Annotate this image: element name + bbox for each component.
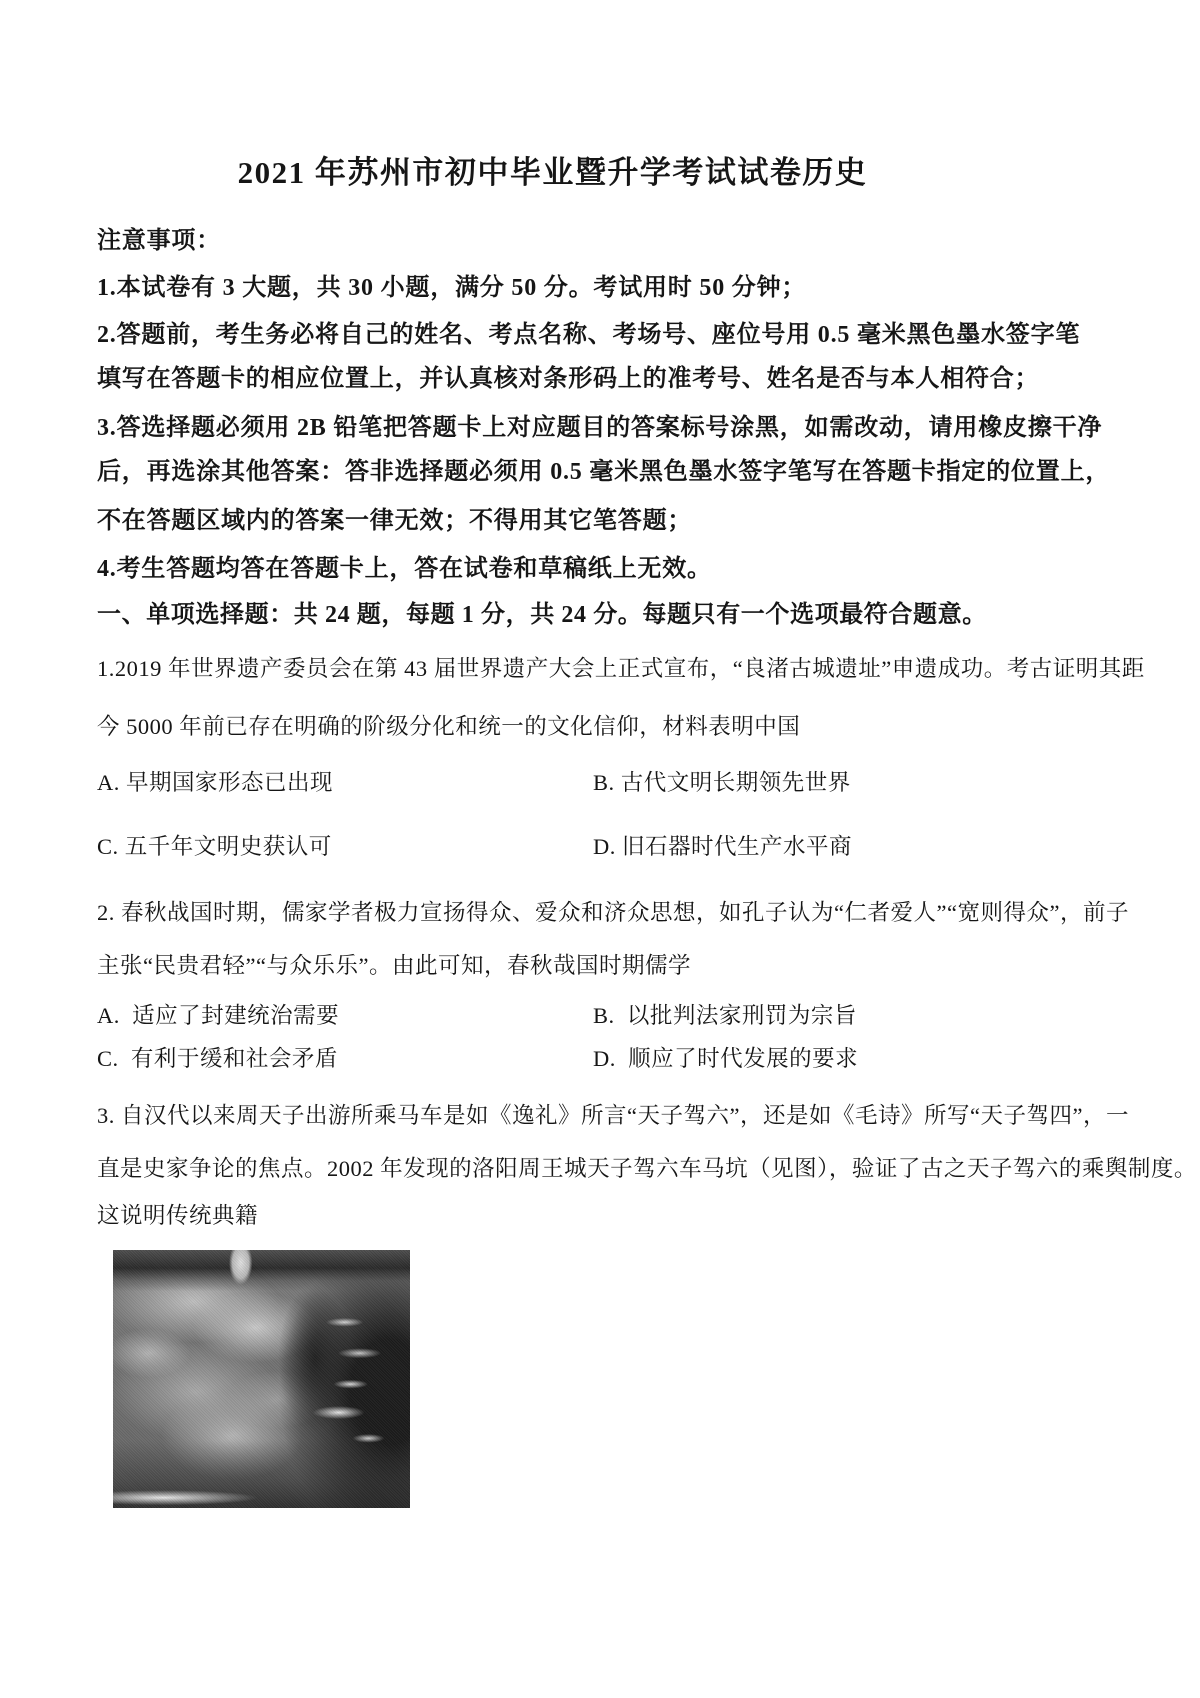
question-1-line-1: 1.2019 年世界遗产委员会在第 43 届世界遗产大会上正式宣布，“良渚古城遗址”申遗成功。考古证明其距 xyxy=(97,656,1145,681)
notice-line-5: 后，再选涂其他答案：答非选择题必须用 0.5 毫米黑色墨水签字笔写在答题卡指定的位置上， xyxy=(97,459,1111,485)
notice-line-1: 1.本试卷有 3 大题，共 30 小题，满分 50 分。考试用时 50 分钟； xyxy=(97,275,807,301)
notice-line-2: 2.答题前，考生务必将自己的姓名、考点名称、考场号、座位号用 0.5 毫米黑色墨水签字笔 xyxy=(97,322,1081,348)
section-heading: 一、单项选择题：共 24 题，每题 1 分，共 24 分。每题只有一个选项最符合题意。 xyxy=(97,602,987,628)
question-2-option-b: B. 以批判法家刑罚为宗旨 xyxy=(593,1003,857,1028)
notice-line-7: 4.考生答题均答在答题卡上，答在试卷和草稿纸上无效。 xyxy=(97,556,712,582)
notice-line-6: 不在答题区域内的答案一律无效；不得用其它笔答题； xyxy=(97,508,693,534)
question-2-line-1: 2. 春秋战国时期，儒家学者极力宣扬得众、爱众和济众思想，如孔子认为“仁者爱人”“宽则得众”，前子 xyxy=(97,900,1129,925)
question-2-option-d: D. 顺应了时代发展的要求 xyxy=(593,1046,859,1071)
notice-heading: 注意事项： xyxy=(97,228,221,254)
question-1-option-c: C. 五千年文明史获认可 xyxy=(97,834,332,859)
notice-line-3: 填写在答题卡的相应位置上，并认真核对条形码上的准考号、姓名是否与本人相符合； xyxy=(97,366,1040,392)
notice-line-4: 3.答选择题必须用 2B 铅笔把答题卡上对应题目的答案标号涂黑，如需改动，请用橡皮擦干净 xyxy=(97,415,1103,441)
question-3-line-2: 直是史家争论的焦点。2002 年发现的洛阳周王城天子驾六车马坑（见图），验证了古之天子驾六的乘舆制度。 xyxy=(97,1156,1197,1181)
chariot-pit-photo xyxy=(113,1250,410,1508)
question-1-option-d: D. 旧石器时代生产水平商 xyxy=(593,834,852,859)
question-2-option-a: A. 适应了封建统治需要 xyxy=(97,1003,340,1028)
question-3-line-1: 3. 自汉代以来周天子出游所乘马车是如《逸礼》所言“天子驾六”，还是如《毛诗》所写“天子驾四”，一 xyxy=(97,1103,1129,1128)
question-1-line-2: 今 5000 年前已存在明确的阶级分化和统一的文化信仰，材料表明中国 xyxy=(97,714,801,739)
question-1-option-a: A. 早期国家形态已出现 xyxy=(97,770,333,795)
question-2-option-c: C. 有利于缓和社会矛盾 xyxy=(97,1046,338,1071)
exam-title: 2021 年苏州市初中毕业暨升学考试试卷历史 xyxy=(237,155,868,190)
question-1-option-b: B. 古代文明长期领先世界 xyxy=(593,770,851,795)
question-3-line-3: 这说明传统典籍 xyxy=(97,1203,259,1228)
question-2-line-2: 主张“民贵君轻”“与众乐乐”。由此可知，春秋哉国时期儒学 xyxy=(97,953,691,978)
